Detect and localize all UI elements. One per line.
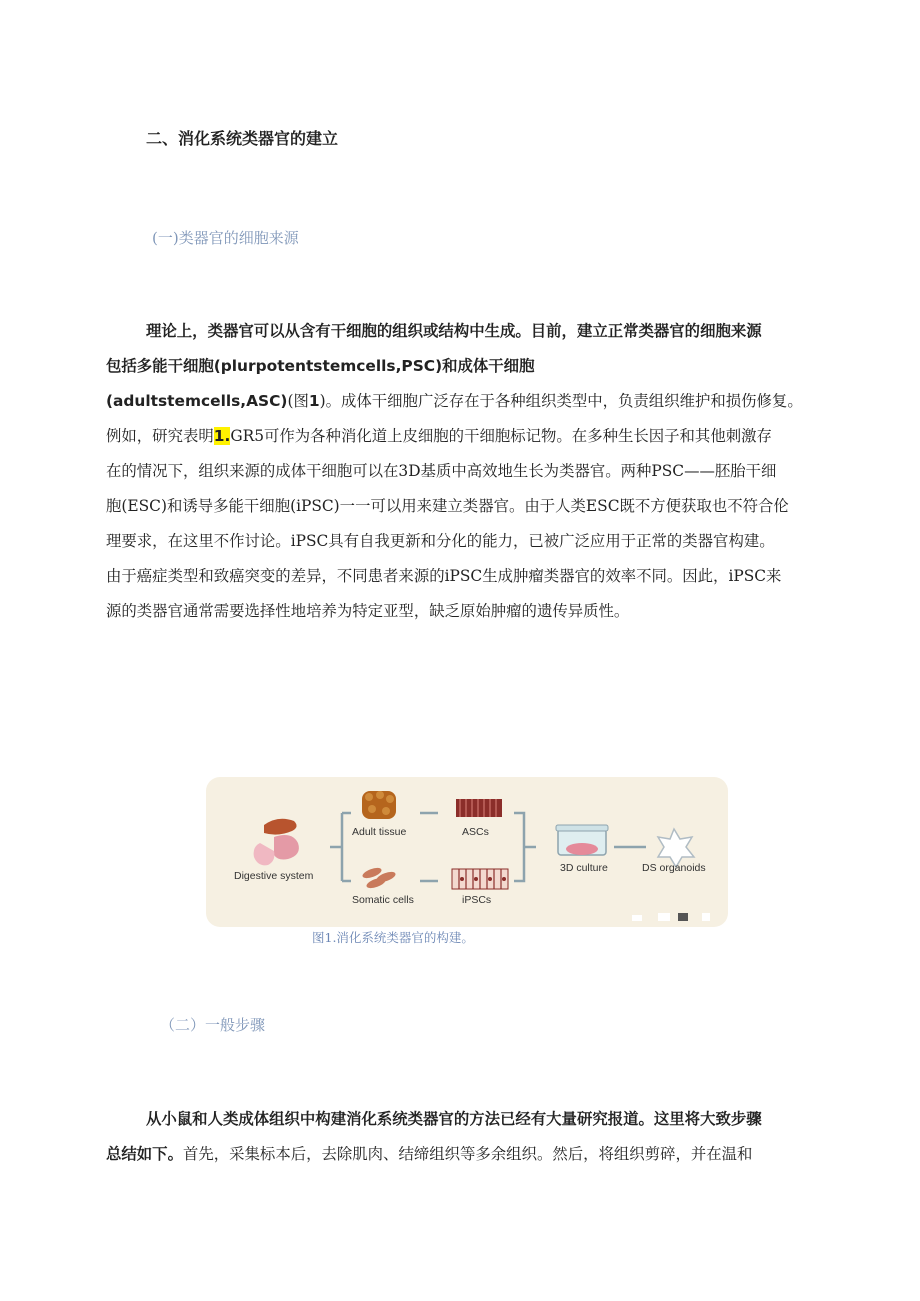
figure-caption: 图1.消化系统类器官的构建。 bbox=[312, 930, 474, 945]
text: )。成体干细胞广泛存在于各种组织类型中，负责组织维护和损伤修复。 bbox=[319, 392, 803, 410]
paragraph-line bbox=[106, 349, 828, 384]
culture-dish-icon bbox=[556, 825, 608, 855]
bold-text: 理论上，类器官可以从含有干细胞的组织或结构中生成。目前，建立正常类器官的细胞来源 bbox=[146, 322, 762, 340]
label-ascs: ASCs bbox=[462, 826, 489, 838]
text: GR5可作为各种消化道上皮细胞的干细胞标记物。在多种生长因子和其他刺激存 bbox=[230, 427, 772, 445]
bold-text: 总结如下。 bbox=[106, 1145, 183, 1163]
text: 首先，采集标本后，去除肌肉、结缔组织等多余组织。然后，将组织剪碎，并在温和 bbox=[182, 1145, 753, 1163]
ipscs-icon bbox=[452, 869, 508, 889]
paragraph-general-steps bbox=[106, 1102, 828, 1172]
digestive-system-icon bbox=[254, 819, 299, 866]
figure-reference: (图 bbox=[287, 392, 309, 410]
paragraph-line bbox=[106, 419, 828, 454]
text: 例如，研究表明 bbox=[106, 427, 214, 445]
paragraph-line bbox=[106, 384, 828, 419]
paragraph-line: 由于癌症类型和致癌突变的差异，不同患者来源的iPSC生成肿瘤类器官的效率不同。因此，iPSC来 bbox=[106, 567, 782, 585]
label-ds-organoids: DS organoids bbox=[642, 862, 706, 874]
paragraph-line: 源的类器官通常需要选择性地培养为特定亚型，缺乏原始肿瘤的遗传异质性。 bbox=[106, 602, 630, 620]
label-adult-tissue: Adult tissue bbox=[352, 826, 407, 838]
paragraph-line: 在的情况下，组织来源的成体干细胞可以在3D基质中高效地生长为类器官。两种PSC——胚胎干细 bbox=[106, 462, 777, 480]
paragraph-line: 胞(ESC)和诱导多能干细胞(iPSC)一一可以用来建立类器官。由于人类ESC既不方便获取也不符合伦 bbox=[106, 497, 789, 515]
paragraph-cell-source bbox=[106, 314, 828, 629]
ascs-icon bbox=[456, 799, 502, 817]
bold-text: 从小鼠和人类成体组织中构建消化系统类器官的方法已经有大量研究报道。这里将大致步骤 bbox=[146, 1110, 762, 1128]
paragraph-line: 理要求，在这里不作讨论。iPSC具有自我更新和分化的能力，已被广泛应用于正常的类器官构建。 bbox=[106, 532, 775, 550]
label-digestive-system: Digestive system bbox=[234, 870, 314, 882]
somatic-cells-icon bbox=[361, 866, 397, 890]
subsection-heading-general-steps: （二）一般步骤 bbox=[160, 1016, 266, 1034]
section-heading: 二、消化系统类器官的建立 bbox=[146, 129, 339, 148]
paragraph-line bbox=[106, 1137, 828, 1172]
figure-organoid-construction bbox=[206, 777, 728, 927]
label-ipscs: iPSCs bbox=[462, 894, 492, 906]
decorative-marks bbox=[632, 913, 710, 921]
figure-diagram bbox=[206, 777, 728, 927]
highlighted-text: 1. bbox=[213, 427, 231, 445]
bold-text: (adultstemcells,ASC) bbox=[106, 392, 288, 410]
label-somatic-cells: Somatic cells bbox=[352, 894, 414, 906]
paragraph-line bbox=[106, 1102, 828, 1137]
paragraph-line bbox=[106, 314, 828, 349]
figure-reference-number: 1 bbox=[308, 392, 320, 410]
adult-tissue-icon bbox=[362, 791, 396, 819]
bold-text: 包括多能干细胞(plurpotentstemcells,PSC)和成体干细胞 bbox=[106, 357, 535, 375]
label-3d-culture: 3D culture bbox=[560, 862, 608, 874]
subsection-heading-cell-source: (一)类器官的细胞来源 bbox=[152, 229, 299, 247]
